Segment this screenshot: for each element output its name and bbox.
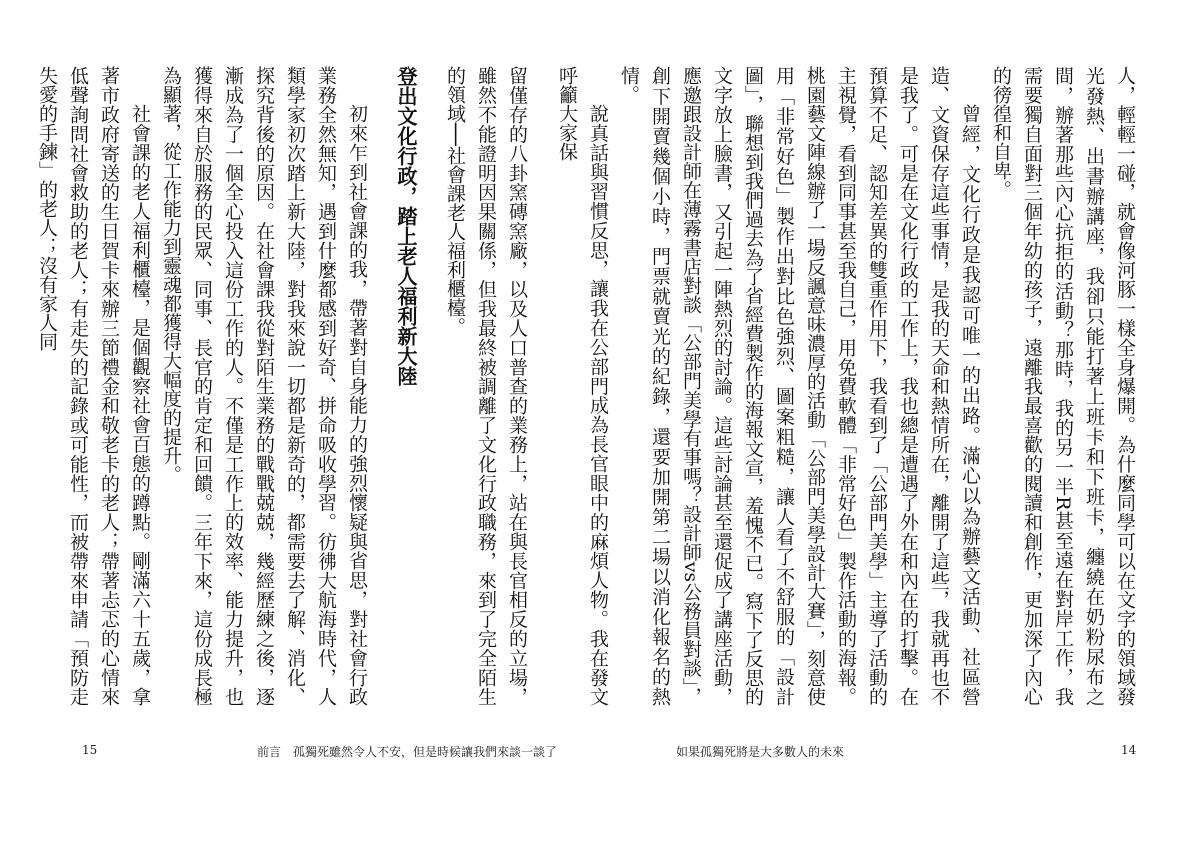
page-number: 15 [82, 743, 98, 757]
paragraph: 留僅存的八卦窯磚窯廠，以及人口普查的業務上，站在與長官相反的立場，雖然不能證明因果關係，但我最終被調離了文化行政職務，來到了完全陌生的領域──社會課老人福利櫃檯。 [444, 66, 528, 706]
paragraph: 曾經，文化行政是我認可唯一的出路。滿心以為辦藝文活動、社區營造、文資保存這些事情，是我的天命和熱情所在，離開了這些，我就再也不是我了。可是在文化行政的工作上，我也總是遭遇了外在和內在的打擊。在預算不足、認知差異的雙重作用下，我看到了「公部門美學」主導了活動的主視覺，看到同事甚至我自己，用免費軟體「非常好色」製作活動的海報。桃園藝文陣線辦了一場反諷意味濃厚的活動「公部門美學設計大賽」，刻意使用「非常好色」製作出對比色強烈、圖案粗糙，讓人看了不舒服的「設計圖」，聯想到我們過去為了省經費製作的海報文宣，羞愧不已。寫下了反思的文字放上臉書，又引起一陣熱烈的討論。這些討論甚至還促成了講座活動，應邀跟設計師在薄霧書店對談「公部門美學有事嗎？設計師vs公務員對談」，創下開賣幾個小時，門票就賣光的紀錄，還要加開第二場以消化報名的熱情。 [618, 66, 981, 706]
running-title: 前言 孤獨死雖然令人不安，但是時候讓我們來談一談了 [257, 745, 558, 759]
right-page [556, 0, 1200, 850]
running-title: 如果孤獨死將是大多數人的未來 [676, 745, 845, 759]
paragraph: 人，輕輕一碰，就會像河豚一樣全身爆開。為什麼同學可以在文字的領域發光發熱、出書辦講座，我卻只能打著上班卡和下班卡，纏繞在奶粉尿布之間，辦著那些內心抗拒的活動？那時，我的另一半R甚至遠在對岸工作，我需要獨自面對三個年幼的孩子，遠離我最喜歡的閱讀和創作，更加深了內心的徬徨和自卑。 [990, 66, 1136, 706]
paragraph: 說真話與習慣反思，讓我在公部門成為長官眼中的麻煩人物。我在發文呼籲大家保 [556, 66, 609, 706]
right-page-body [556, 66, 1140, 706]
left-page-body [36, 66, 532, 706]
paragraph: 社會課的老人福利櫃檯，是個觀察社會百態的蹲點。剛滿六十五歲，拿著市政府寄送的生日賀卡來辦三節禮金和敬老卡的老人；帶著忐忑的心情來低聲詢問社會救助的老人；有走失的記錄或可能性，而被帶來申請「預防走失愛的手鍊」的老人；沒有家人同 [36, 66, 151, 706]
paragraph: 初來乍到社會課的我，帶著對自身能力的強烈懷疑與省思，對社會行政業務全然無知，遇到什麼都感到好奇、拼命吸收學習。彷彿大航海時代，人類學家初次踏上新大陸，對我來說一切都是新奇的，都需要去了解、消化、探究背後的原因。在社會課我從對陌生業務的戰戰兢兢，幾經歷練之後，逐漸成為了一個全心投入這份工作的人。不僅是工作上的效率、能力提升，也獲得來自於服務的民眾、同事、長官的肯定和回饋。三年下來，這份成長極為顯著，從工作能力到靈魂都獲得大幅度的提升。 [160, 66, 368, 706]
page-number: 14 [1121, 743, 1137, 757]
section-heading: 登出文化行政，踏上老人福利新大陸 [394, 66, 418, 386]
